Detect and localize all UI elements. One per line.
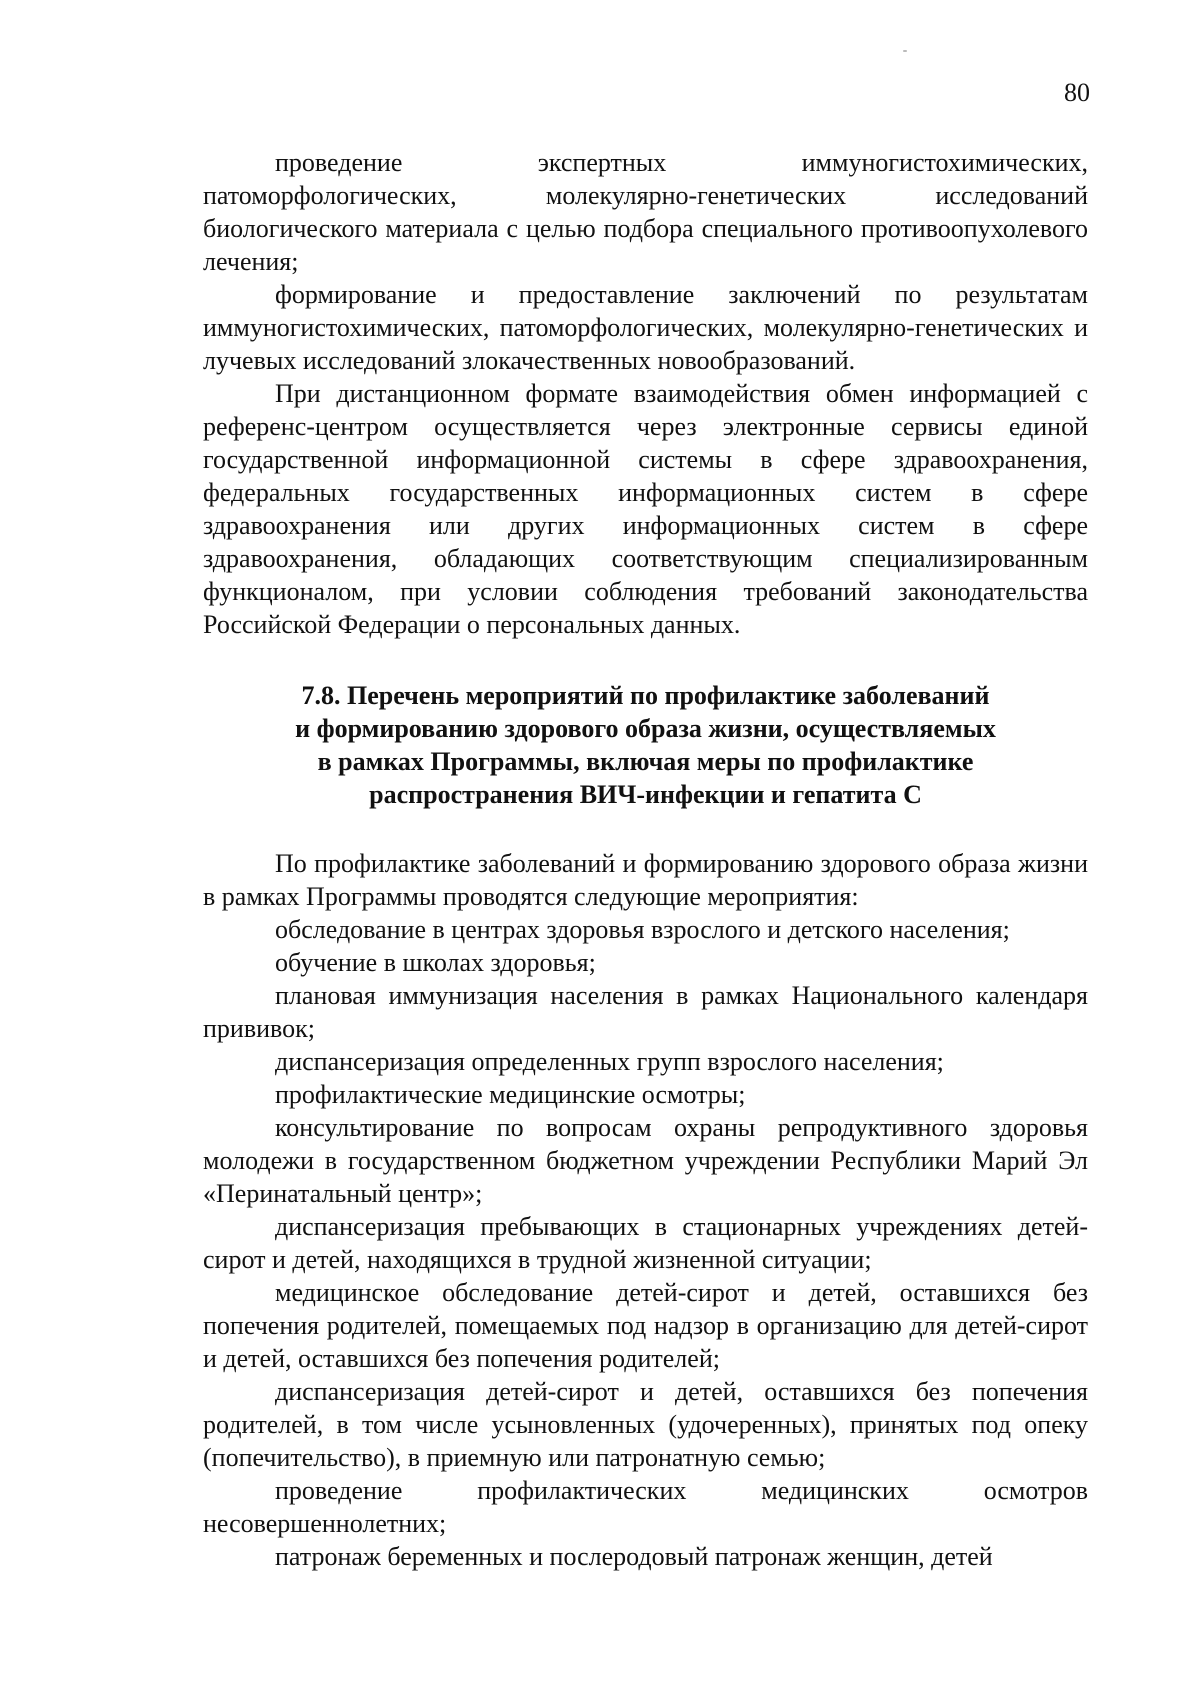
paragraph-intro: По профилактике заболеваний и формированию здорового образа жизни в рамках Программы проводятся следующие мероприятия: — [203, 849, 1088, 911]
list-item: обследование в центрах здоровья взрослого и детского населения; — [275, 915, 1010, 944]
list-item: консультирование по вопросам охраны репродуктивного здоровья молодежи в государственном бюджетном учреждении Республики Марий Эл «Перинатальный центр»; — [203, 1113, 1088, 1208]
document-body — [203, 146, 1088, 1573]
section-heading-line: 7.8. Перечень мероприятий по профилактике заболеваний — [301, 681, 990, 710]
list-item: медицинское обследование детей-сирот и детей, оставшихся без попечения родителей, помещаемых под надзор в организацию для детей-сирот и детей, оставшихся без попечения родителей; — [203, 1278, 1088, 1373]
list-item: обучение в школах здоровья; — [275, 948, 596, 977]
list-item: профилактические медицинские осмотры; — [275, 1080, 746, 1109]
section-heading-7-8 — [203, 679, 1088, 811]
list-item: диспансеризация пребывающих в стационарных учреждениях детей-сирот и детей, находящихся в трудной жизненной ситуации; — [203, 1212, 1088, 1274]
section-heading-line: распространения ВИЧ-инфекции и гепатита С — [369, 780, 922, 809]
section-heading-line: и формированию здорового образа жизни, осуществляемых — [295, 714, 996, 743]
section-heading-line: в рамках Программы, включая меры по профилактике — [317, 747, 974, 776]
list-item: диспансеризация детей-сирот и детей, оставшихся без попечения родителей, в том числе усыновленных (удочеренных), принятых под опеку (попечительство), в приемную или патронатную семью; — [203, 1377, 1088, 1472]
list-item: плановая иммунизация населения в рамках Национального календаря прививок; — [203, 981, 1088, 1043]
paragraph-remote-interaction: При дистанционном формате взаимодействия обмен информацией с референс-центром осуществляется через электронные сервисы единой государственной информационной системы в сфере здравоохранения, федеральных государственных информационных систем в сфере здравоохранения или других информационных систем в сфере здравоохранения, обладающих соответствующим специализированным функционалом, при условии соблюдения требований законодательства Российской Федерации о персональных данных. — [203, 379, 1088, 639]
paragraph-expert-research: проведение экспертных иммуногистохимических, патоморфологических, молекулярно-генетических исследований биологического материала с целью подбора специального противоопухолевого лечения; — [203, 148, 1088, 276]
paragraph-conclusions: формирование и предоставление заключений по результатам иммуногистохимических, патоморфологических, молекулярно-генетических и лучевых исследований злокачественных новообразований. — [203, 280, 1088, 375]
scan-artifact — [903, 50, 907, 52]
list-item: проведение профилактических медицинских осмотров несовершеннолетних; — [203, 1476, 1088, 1538]
list-item: диспансеризация определенных групп взрослого населения; — [275, 1047, 944, 1076]
list-item: патронаж беременных и послеродовый патронаж женщин, детей — [275, 1542, 993, 1571]
page-number: 80 — [1064, 78, 1090, 107]
